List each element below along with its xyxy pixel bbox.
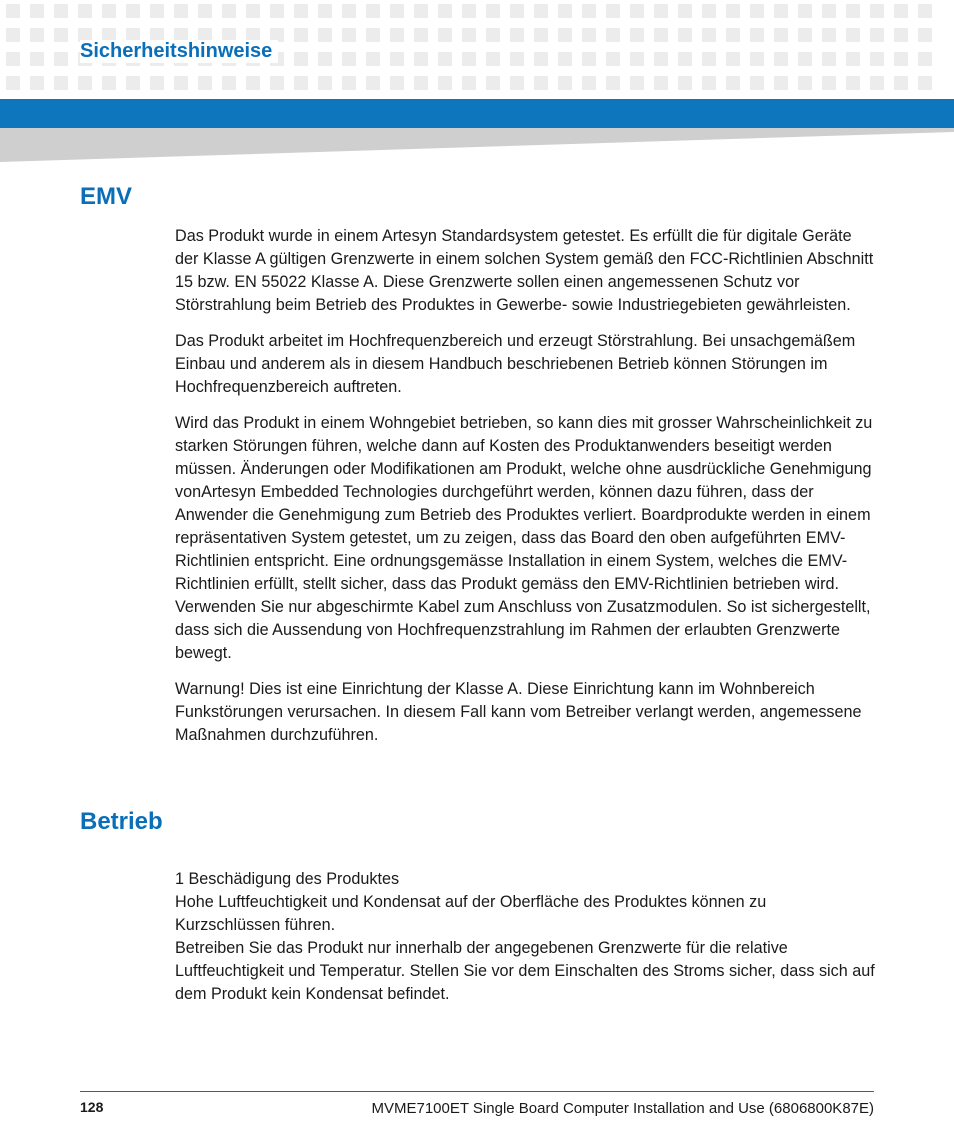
pattern-square [702, 4, 716, 18]
pattern-square [702, 76, 716, 90]
pattern-square [702, 52, 716, 66]
pattern-square [894, 28, 908, 42]
footer-rule [80, 1091, 874, 1092]
pattern-square [918, 76, 932, 90]
pattern-square [534, 4, 548, 18]
pattern-square [750, 4, 764, 18]
pattern-square [126, 76, 140, 90]
pattern-square [582, 76, 596, 90]
pattern-square [462, 4, 476, 18]
pattern-square [366, 76, 380, 90]
pattern-square [222, 76, 236, 90]
pattern-square [486, 52, 500, 66]
pattern-square [798, 28, 812, 42]
pattern-square [510, 52, 524, 66]
pattern-square [510, 28, 524, 42]
pattern-square [870, 52, 884, 66]
pattern-square [606, 4, 620, 18]
pattern-square [78, 4, 92, 18]
pattern-square [318, 4, 332, 18]
pattern-square [822, 4, 836, 18]
pattern-square [846, 76, 860, 90]
pattern-square [606, 28, 620, 42]
pattern-square [366, 52, 380, 66]
pattern-square [870, 28, 884, 42]
pattern-square [870, 76, 884, 90]
notice-line: Betreiben Sie das Produkt nur innerhalb der angegebenen Grenzwerte für die relative Luftfeuchtigkeit und Temperatur. Stellen Sie vor dem Einschalten des Stroms sicher, dass sich auf dem Produkt kein Kondensat befindet. [175, 939, 875, 1003]
heading-emv: EMV [80, 183, 133, 210]
pattern-square [798, 76, 812, 90]
pattern-square [150, 4, 164, 18]
pattern-square [54, 52, 68, 66]
document-title: MVME7100ET Single Board Computer Installation and Use (6806800K87E) [371, 1100, 874, 1117]
running-section-title: Sicherheitshinweise [80, 40, 278, 63]
pattern-square [798, 4, 812, 18]
pattern-square [198, 76, 212, 90]
pattern-square [414, 4, 428, 18]
notice-line: Hohe Luftfeuchtigkeit und Kondensat auf der Oberfläche des Produktes können zu Kurzschlüssen führen. [175, 893, 767, 934]
pattern-square [486, 28, 500, 42]
pattern-square [534, 52, 548, 66]
pattern-square [342, 28, 356, 42]
pattern-square [582, 28, 596, 42]
pattern-square [726, 52, 740, 66]
header-blue-band [0, 99, 954, 128]
pattern-square [750, 28, 764, 42]
pattern-square [318, 28, 332, 42]
pattern-square [150, 76, 164, 90]
pattern-square [846, 4, 860, 18]
pattern-square [774, 76, 788, 90]
pattern-square [558, 28, 572, 42]
pattern-square [462, 52, 476, 66]
pattern-square [342, 76, 356, 90]
pattern-square [246, 4, 260, 18]
heading-betrieb: Betrieb [80, 808, 163, 835]
pattern-square [654, 52, 668, 66]
pattern-square [414, 52, 428, 66]
emv-body [175, 225, 875, 760]
pattern-square [822, 52, 836, 66]
emv-paragraph: Das Produkt arbeitet im Hochfrequenzbereich und erzeugt Störstrahlung. Bei unsachgemäßem Einbau und anderem als in diesem Handbuch beschriebenen Betrieb können Störungen im Hochfrequenzbereich auftreten. [175, 332, 856, 396]
pattern-square [726, 76, 740, 90]
pattern-square [918, 52, 932, 66]
pattern-square [894, 76, 908, 90]
emv-paragraph: Warnung! Dies ist eine Einrichtung der Klasse A. Diese Einrichtung kann im Wohnbereich Funkstörungen verursachen. In diesem Fall kann vom Betreiber verlangt werden, angemessene Maßnahmen durchzuführen. [175, 680, 862, 744]
pattern-square [294, 28, 308, 42]
pattern-square [678, 76, 692, 90]
pattern-square [774, 52, 788, 66]
pattern-square [126, 4, 140, 18]
pattern-square [78, 76, 92, 90]
pattern-square [102, 76, 116, 90]
pattern-square [54, 28, 68, 42]
pattern-square [702, 28, 716, 42]
pattern-square [294, 4, 308, 18]
notice-block [175, 868, 875, 1006]
pattern-square [606, 52, 620, 66]
pattern-square [750, 76, 764, 90]
pattern-square [6, 4, 20, 18]
pattern-square [270, 76, 284, 90]
pattern-square [654, 4, 668, 18]
pattern-square [870, 4, 884, 18]
pattern-square [390, 52, 404, 66]
pattern-square [918, 4, 932, 18]
pattern-square [462, 28, 476, 42]
pattern-square [486, 4, 500, 18]
pattern-square [6, 76, 20, 90]
pattern-square [654, 76, 668, 90]
emv-paragraph: Wird das Produkt in einem Wohngebiet betrieben, so kann dies mit grosser Wahrscheinlichkeit zu starken Störungen führen, welche dann auf Kosten des Produktanwenders beseitigt werden müssen. Änderungen oder Modifikationen am Produkt, welche ohne ausdrückliche Genehmigung vonArtesyn Embedded Technologies durchgeführt werden, können dazu führen, dass der Anwender die Genehmigung zum Betrieb des Produktes verliert. Boardprodukte werden in einem repräsentativen System getestet, um zu zeigen, dass das Board den oben aufgeführten EMV-Richtlinien entspricht. Eine ordnungsgemässe Installation in einem System, welches die EMV-Richtlinien erfüllt, stellt sicher, dass das Produkt gemäss den EMV-Richtlinien betrieben wird. Verwenden Sie nur abgeschirmte Kabel zum Anschluss von Zusatzmodulen. So ist sichergestellt, dass sich die Aussendung von Hochfrequenzstrahlung im Rahmen der erlaubten Grenzwerte bewegt. [175, 414, 873, 662]
pattern-square [54, 4, 68, 18]
pattern-square [630, 4, 644, 18]
pattern-square [606, 76, 620, 90]
page-number: 128 [80, 1099, 104, 1115]
pattern-square [246, 76, 260, 90]
pattern-square [342, 4, 356, 18]
pattern-square [30, 4, 44, 18]
pattern-square [6, 28, 20, 42]
pattern-square [390, 4, 404, 18]
pattern-square [414, 76, 428, 90]
pattern-square [342, 52, 356, 66]
pattern-square [894, 52, 908, 66]
pattern-square [102, 4, 116, 18]
pattern-square [270, 4, 284, 18]
pattern-square [198, 4, 212, 18]
pattern-square [318, 76, 332, 90]
pattern-square [390, 76, 404, 90]
pattern-square [726, 4, 740, 18]
pattern-square [486, 76, 500, 90]
pattern-square [414, 28, 428, 42]
pattern-square [30, 52, 44, 66]
pattern-square [726, 28, 740, 42]
pattern-square [846, 52, 860, 66]
pattern-square [774, 28, 788, 42]
pattern-square [582, 52, 596, 66]
pattern-square [366, 28, 380, 42]
pattern-square [678, 52, 692, 66]
pattern-square [438, 76, 452, 90]
pattern-square [918, 28, 932, 42]
pattern-square [462, 76, 476, 90]
pattern-square [174, 76, 188, 90]
pattern-square [510, 76, 524, 90]
pattern-square [630, 76, 644, 90]
pattern-square [294, 76, 308, 90]
pattern-square [558, 4, 572, 18]
pattern-square [894, 4, 908, 18]
pattern-square [822, 76, 836, 90]
pattern-square [174, 4, 188, 18]
pattern-square [534, 76, 548, 90]
pattern-square [558, 52, 572, 66]
pattern-square [30, 28, 44, 42]
pattern-square [438, 4, 452, 18]
header-grey-wedge [0, 128, 954, 162]
notice-title: 1 Beschädigung des Produktes [175, 870, 400, 888]
pattern-square [6, 52, 20, 66]
pattern-square [582, 4, 596, 18]
pattern-square [630, 52, 644, 66]
pattern-square [30, 76, 44, 90]
pattern-square [54, 76, 68, 90]
pattern-square [510, 4, 524, 18]
pattern-square [630, 28, 644, 42]
pattern-square [390, 28, 404, 42]
pattern-square [558, 76, 572, 90]
pattern-square [822, 28, 836, 42]
pattern-square [366, 4, 380, 18]
pattern-square [798, 52, 812, 66]
pattern-square [534, 28, 548, 42]
pattern-square [222, 4, 236, 18]
pattern-square [846, 28, 860, 42]
emv-paragraph: Das Produkt wurde in einem Artesyn Standardsystem getestet. Es erfüllt die für digitale Geräte der Klasse A gültigen Grenzwerte in einem solchen System gemäß den FCC-Richtlinien Abschnitt 15 bzw. EN 55022 Klasse A. Diese Grenzwerte sollen einen angemessenen Schutz vor Störstrahlung beim Betrieb des Produktes in Gewerbe- sowie Industriegebieten gewährleisten. [175, 227, 874, 314]
pattern-square [438, 28, 452, 42]
pattern-square [318, 52, 332, 66]
pattern-square [750, 52, 764, 66]
pattern-square [654, 28, 668, 42]
pattern-square [678, 4, 692, 18]
pattern-square [678, 28, 692, 42]
pattern-square [294, 52, 308, 66]
pattern-square [438, 52, 452, 66]
pattern-square [774, 4, 788, 18]
